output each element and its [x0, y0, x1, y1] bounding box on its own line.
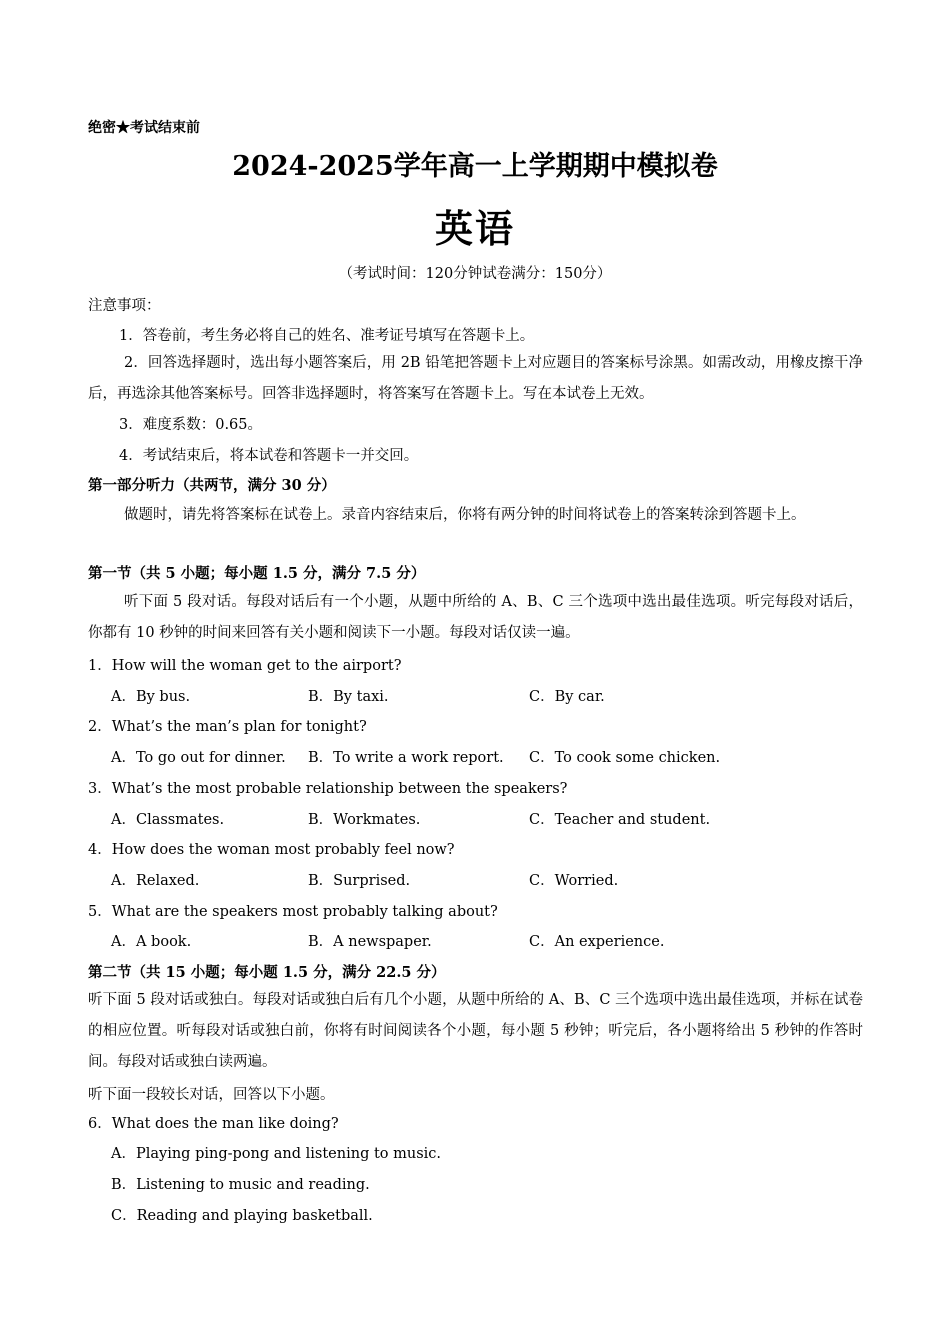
option-a: A．To go out for dinner. — [111, 750, 286, 766]
question-3: 3．What’s the most probable relationship between the speakers? — [88, 781, 568, 797]
confidential-mark: 绝密★考试结束前 — [88, 120, 200, 136]
notice-item: 2．回答选择题时，选出每小题答案后，用 2B 铅笔把答题卡上对应题目的答案标号涂黑。如需改动，用橡皮擦干净后，再选涂其他答案标号。回答非选择题时，将答案写在答题卡上。写在本试卷上无效。 — [88, 355, 863, 402]
option-c: C．By car. — [529, 689, 605, 705]
option-c: C．Worried. — [529, 873, 619, 889]
option-b: B．By taxi. — [308, 689, 389, 705]
exam-info: （考试时间：120分钟试卷满分：150分） — [338, 266, 612, 282]
notice-item: 4．考试结束后，将本试卷和答题卡一并交回。 — [119, 448, 419, 464]
part1-heading: 第一部分听力（共两节，满分 30 分） — [88, 477, 336, 494]
exam-title: 2024-2025学年高一上学期期中模拟卷 — [232, 151, 718, 182]
option-a: A．Classmates. — [111, 812, 225, 828]
section1-heading: 第一节（共 5 小题；每小题 1.5 分，满分 7.5 分） — [88, 565, 426, 582]
option-a: A．Playing ping-pong and listening to music. — [111, 1146, 442, 1162]
option-a: A．Relaxed. — [111, 873, 200, 889]
option-b: B．To write a work report. — [308, 750, 504, 766]
part1-instruction: 做题时，请先将答案标在试卷上。录音内容结束后，你将有两分钟的时间将试卷上的答案转涂到答题卡上。 — [124, 507, 806, 523]
option-a: A．A book. — [111, 934, 192, 950]
section2-sub-instruction: 听下面一段较长对话，回答以下小题。 — [88, 1087, 335, 1103]
notice-heading: 注意事项： — [88, 298, 161, 314]
option-b: B．A newspaper. — [308, 934, 432, 950]
option-b: B．Surprised. — [308, 873, 411, 889]
section1-instruction: 听下面 5 段对话。每段对话后有一个小题，从题中所给的 A、B、C 三个选项中选出最佳选项。听完每段对话后，你都有 10 秒钟的时间来回答有关小题和阅读下一小题。每段对话仅读一遍。 — [88, 594, 863, 641]
question-4: 4．How does the woman most probably feel now? — [88, 842, 455, 858]
option-a: A．By bus. — [111, 689, 191, 705]
section2-instruction: 听下面 5 段对话或独白。每段对话或独白后有几个小题，从题中所给的 A、B、C 三个选项中选出最佳选项，并标在试卷的相应位置。听每段对话或独白前，你将有时间阅读各个小题，每小题 5 秒钟；听完后，各小题将给出 5 秒钟的作答时间。每段对话或独白读两遍。 — [88, 992, 863, 1070]
notice-item: 3．难度系数：0.65。 — [119, 417, 263, 433]
option-c: C．An experience. — [529, 934, 665, 950]
notice-item: 1．答卷前，考生务必将自己的姓名、准考证号填写在答题卡上。 — [119, 328, 535, 344]
section2-heading: 第二节（共 15 小题；每小题 1.5 分，满分 22.5 分） — [88, 964, 446, 981]
question-5: 5．What are the speakers most probably talking about? — [88, 904, 498, 920]
question-1: 1．How will the woman get to the airport? — [88, 658, 402, 674]
question-2: 2．What’s the man’s plan for tonight? — [88, 719, 367, 735]
option-b: B．Workmates. — [308, 812, 421, 828]
subject-title: 英语 — [434, 206, 515, 251]
option-c: C．Reading and playing basketball. — [111, 1208, 373, 1224]
question-6: 6．What does the man like doing? — [88, 1116, 339, 1132]
option-b: B．Listening to music and reading. — [111, 1177, 370, 1193]
option-c: C．Teacher and student. — [529, 812, 711, 828]
option-c: C．To cook some chicken. — [529, 750, 721, 766]
